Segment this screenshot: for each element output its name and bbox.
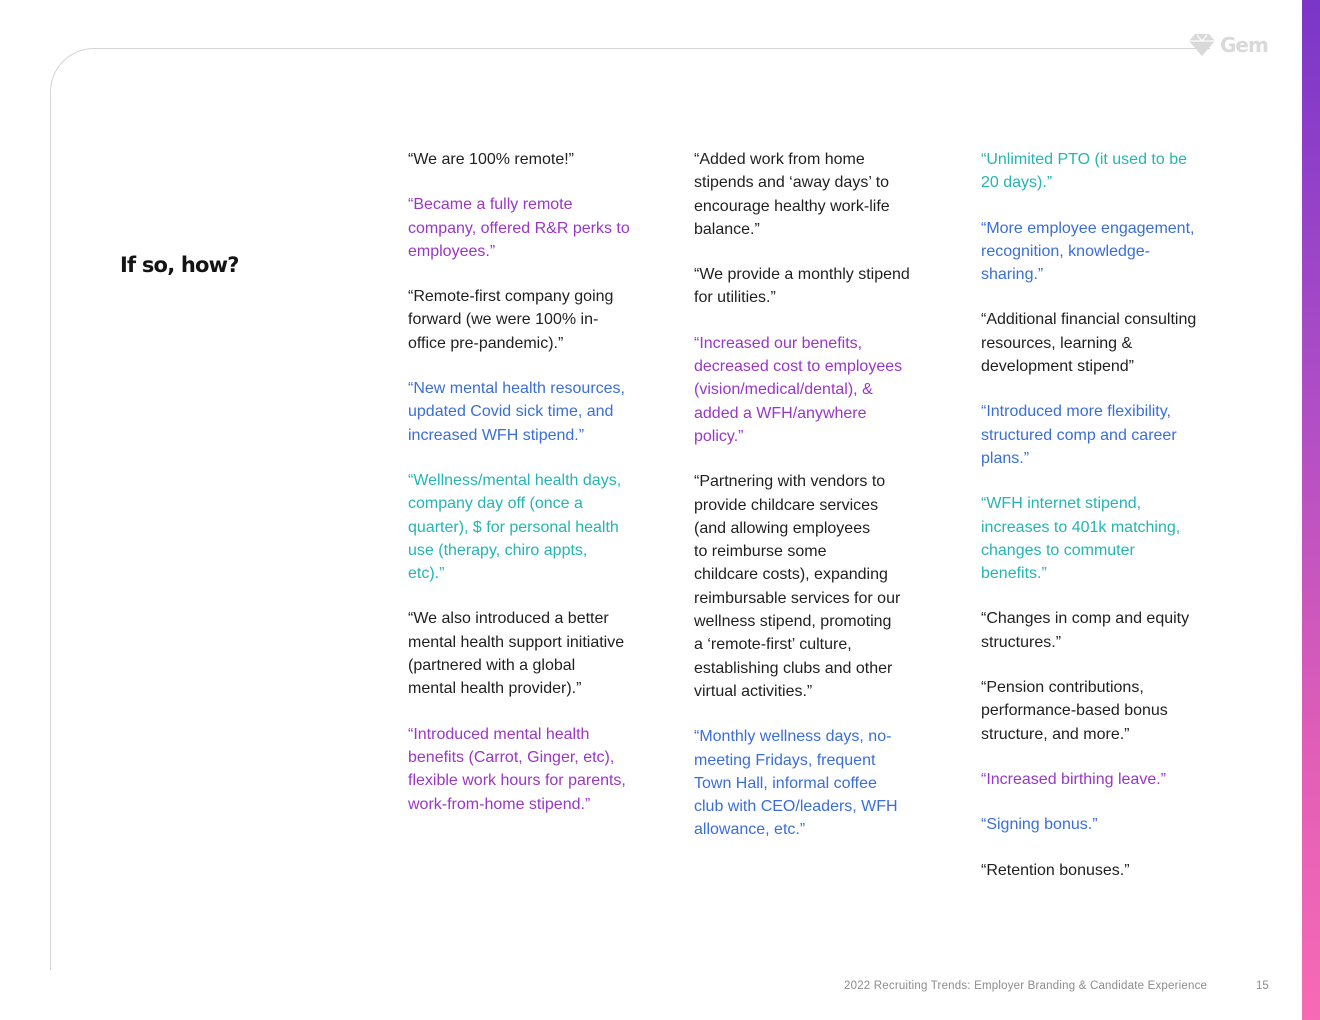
quote: “WFH internet stipend, increases to 401k matching, changes to commuter benefits.”	[981, 495, 1181, 583]
quote: “We provide a monthly stipend for utilities.”	[694, 266, 910, 307]
quote: “Introduced mental health benefits (Carrot, Ginger, etc), flexible work hours for parents, work-from-home stipend.”	[408, 725, 626, 813]
quote: “Increased birthing leave.”	[981, 770, 1166, 788]
quote: “New mental health resources, updated Covid sick time, and increased WFH stipend.”	[408, 380, 625, 444]
gem-icon	[1186, 32, 1218, 58]
quote-column-1	[408, 148, 668, 838]
quote: “Signing bonus.”	[981, 816, 1098, 834]
quote: “Additional financial consulting resources, learning & development stipend”	[981, 311, 1197, 376]
quote: “Unlimited PTO (it used to be 20 days).”	[981, 151, 1188, 192]
quote: “Changes in comp and equity structures.”	[981, 610, 1190, 651]
quote: “Retention bonuses.”	[981, 861, 1130, 879]
section-heading: If so, how?	[120, 253, 239, 277]
quote: “Monthly wellness days, no- meeting Fridays, frequent Town Hall, informal coffee club with CEO/leaders, WFH allowance, etc.”	[694, 728, 898, 839]
quote: “Partnering with vendors to provide childcare services (and allowing employees to reimburse some childcare costs), expanding reimbursable services for our wellness stipend, promoting a ‘remote-first’ culture, establishing clubs and other virtual activities.”	[694, 473, 901, 700]
quote: “Increased our benefits, decreased cost to employees (vision/medical/dental), & added a WFH/anywhere policy.”	[694, 334, 903, 445]
quote: “Became a fully remote company, offered R&R perks to employees.”	[408, 196, 630, 260]
gradient-side-bar	[1302, 0, 1320, 1020]
page-number: 15	[1256, 980, 1269, 992]
quote: “More employee engagement, recognition, knowledge- sharing.”	[981, 219, 1195, 284]
quote: “We are 100% remote!”	[408, 151, 574, 168]
quote: “Introduced more flexibility, structured comp and career plans.”	[981, 403, 1177, 467]
quote-column-3	[981, 148, 1241, 904]
quote: “Pension contributions, performance-based bonus structure, and more.”	[981, 679, 1168, 743]
quote: “Remote-first company going forward (we were 100% in- office pre-pandemic).”	[408, 288, 614, 352]
footer-title: 2022 Recruiting Trends: Employer Branding & Candidate Experience	[844, 980, 1208, 992]
brand-logo	[1186, 32, 1268, 58]
quote: “We also introduced a better mental health support initiative (partnered with a global mental health provider).”	[408, 610, 625, 698]
quote: “Wellness/mental health days, company day off (once a quarter), $ for personal health use (therapy, chiro appts, etc).”	[408, 471, 622, 583]
brand-name: Gem	[1220, 33, 1268, 57]
quote: “Added work from home stipends and ‘away days’ to encourage healthy work-life balance.”	[694, 151, 890, 238]
quote-column-2	[694, 148, 954, 864]
